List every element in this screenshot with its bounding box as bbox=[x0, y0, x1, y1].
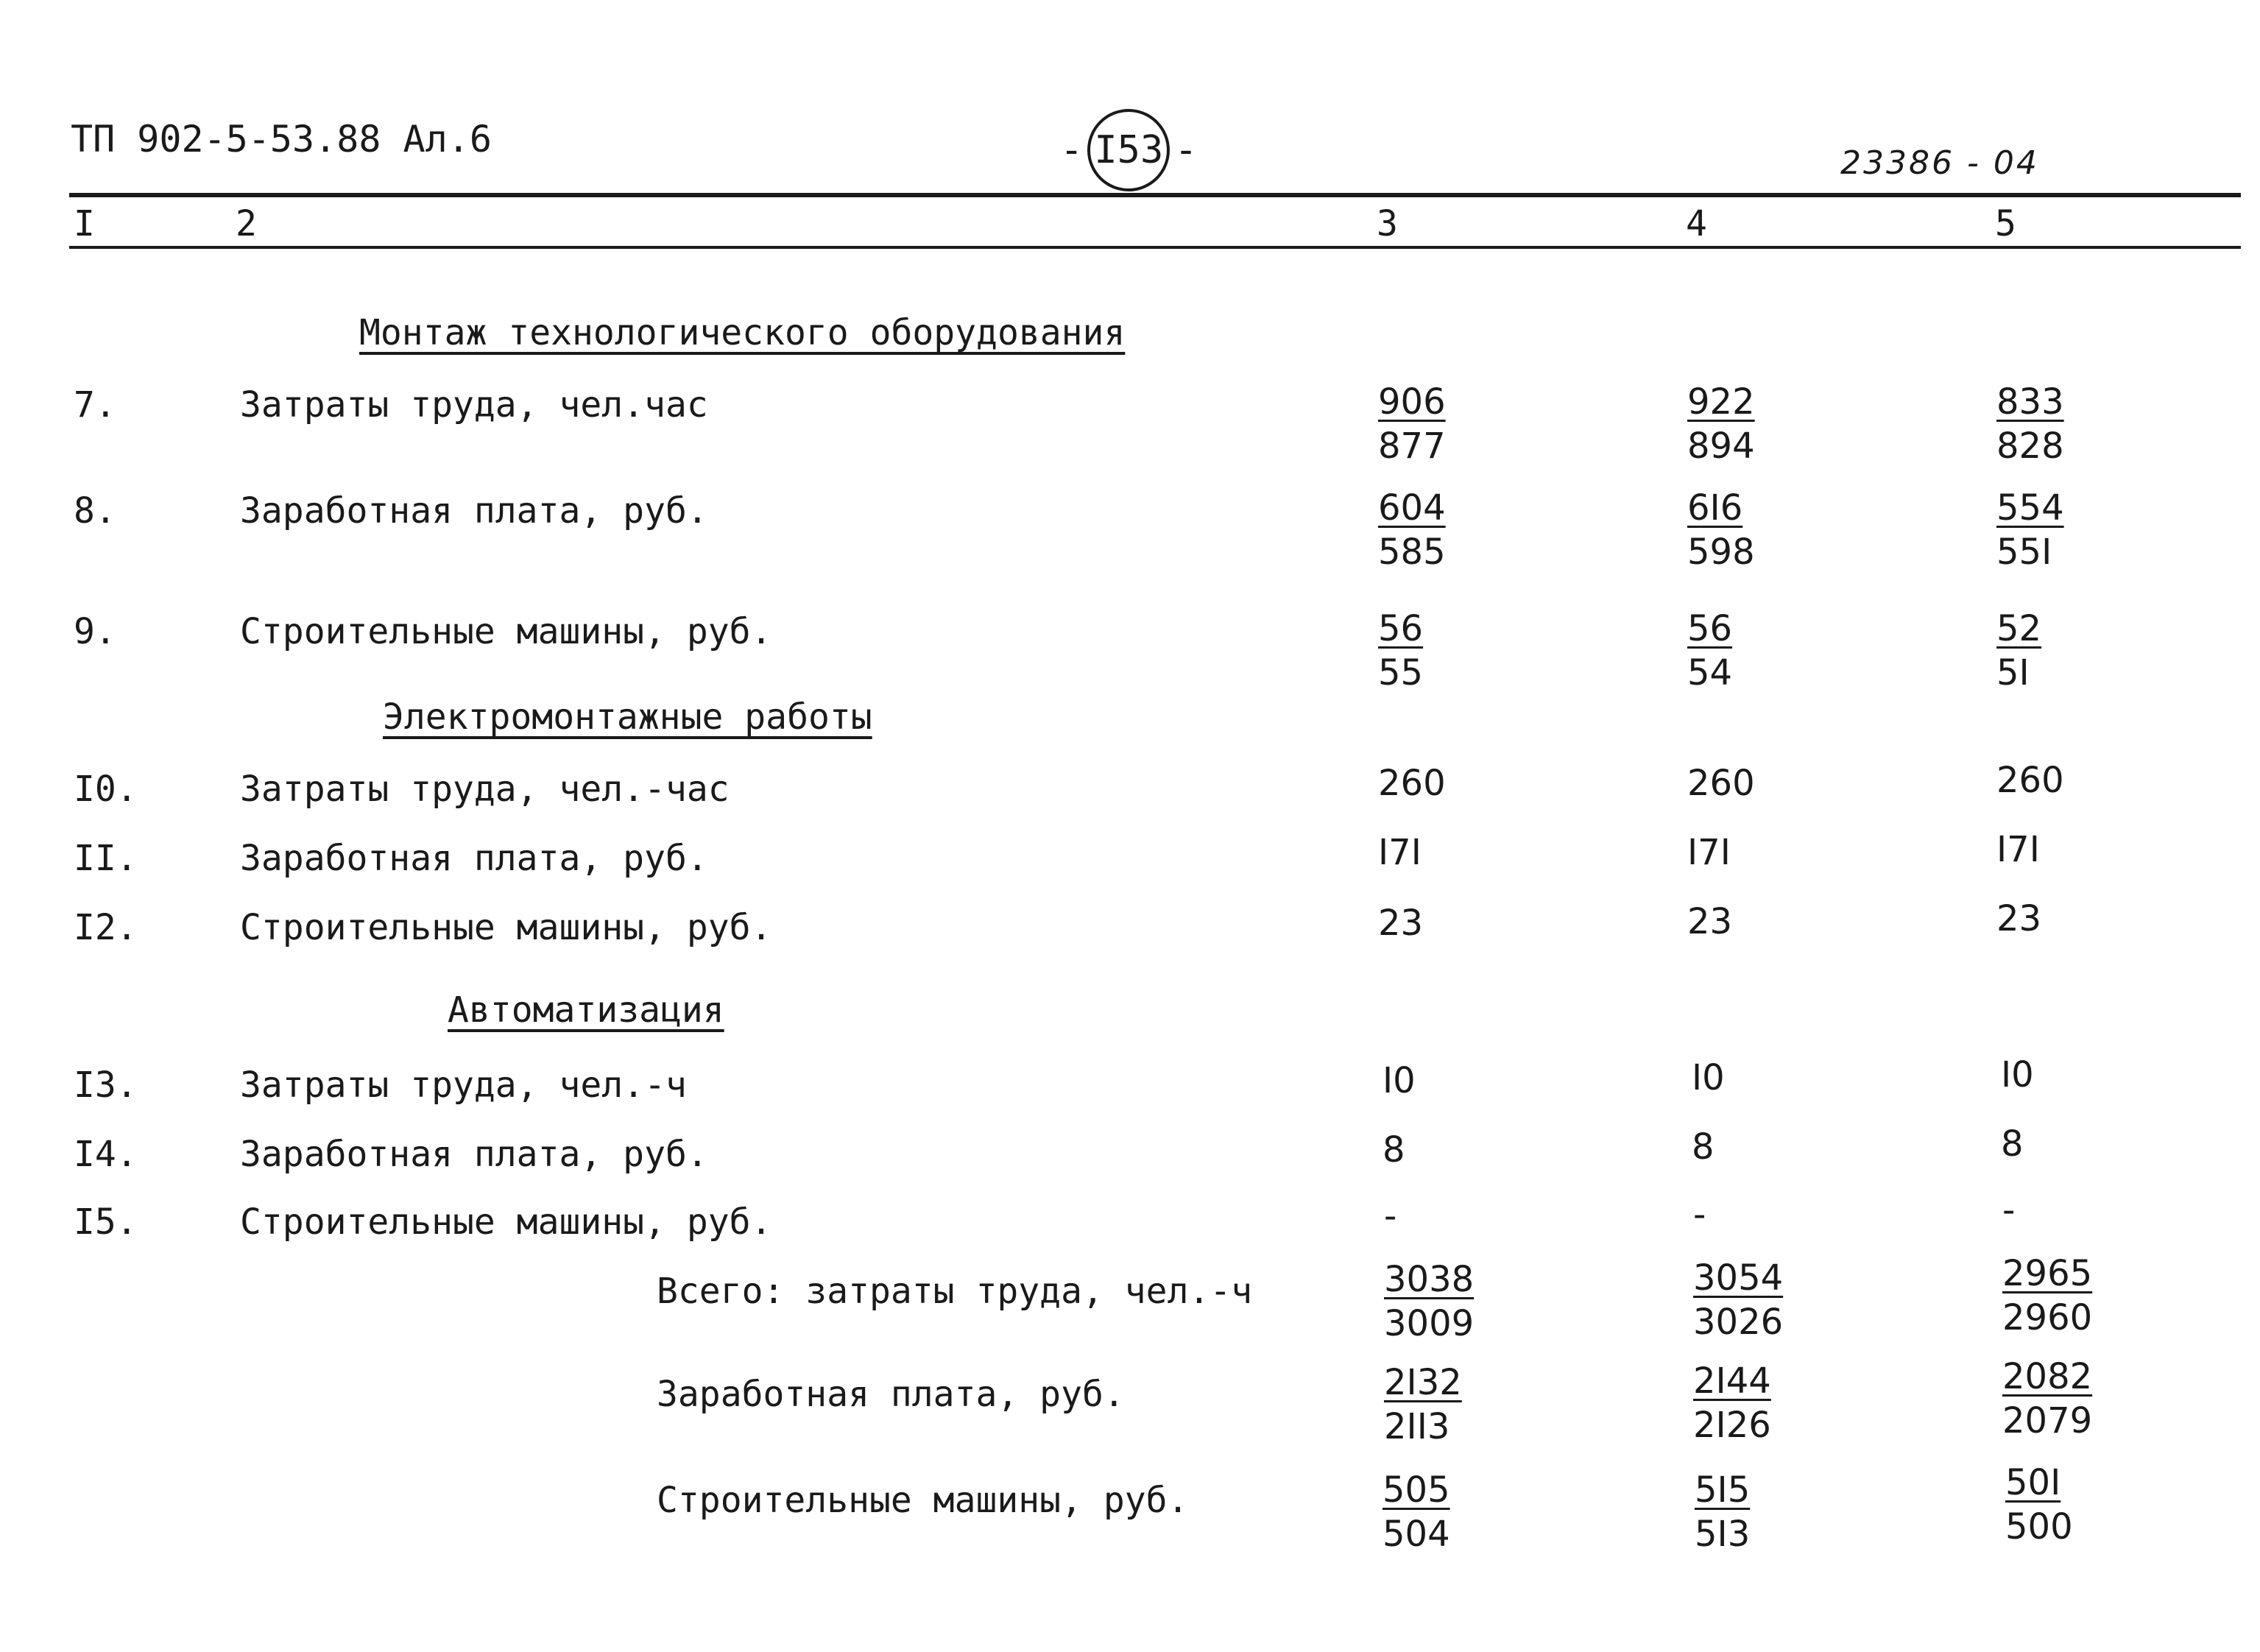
total-fraction: $\frac{2I32}{2II3}$ bbox=[1384, 1362, 1462, 1447]
row-number: I5. bbox=[74, 1201, 138, 1243]
value-cell: - bbox=[1384, 1196, 1397, 1237]
column-header-2: 2 bbox=[236, 203, 257, 244]
value-fraction: $\frac{906}{877}$ bbox=[1378, 381, 1446, 467]
section-title: Монтаж технологического оборудования bbox=[359, 312, 1126, 353]
value-fraction: $\frac{833}{828}$ bbox=[1996, 381, 2064, 467]
column-header-1: I bbox=[74, 203, 95, 244]
section-title: Автоматизация bbox=[448, 989, 724, 1031]
value-fraction: $\frac{6I6}{598}$ bbox=[1687, 487, 1755, 573]
row-label: Затраты труда, чел.-ч bbox=[240, 1065, 687, 1106]
row-number: 7. bbox=[74, 384, 116, 426]
row-number: I3. bbox=[74, 1065, 138, 1106]
total-fraction: $\frac{5I5}{5I3}$ bbox=[1695, 1469, 1751, 1555]
row-number: I0. bbox=[74, 769, 138, 810]
value-cell: 8 bbox=[1692, 1126, 1715, 1168]
row-number: 8. bbox=[74, 490, 116, 532]
value-cell: I0 bbox=[1692, 1057, 1725, 1098]
page-number: - I53 - bbox=[1060, 109, 1198, 191]
header-rule-bottom bbox=[69, 246, 2241, 249]
value-cell: I0 bbox=[2001, 1054, 2034, 1095]
value-cell: 260 bbox=[1687, 763, 1755, 804]
total-label: Всего: затраты труда, чел.-ч bbox=[657, 1271, 1253, 1312]
row-label: Затраты труда, чел.час bbox=[240, 384, 708, 426]
value-fraction: $\frac{604}{585}$ bbox=[1378, 487, 1446, 573]
header-rule-top bbox=[69, 193, 2241, 197]
column-header-4: 4 bbox=[1686, 203, 1707, 244]
row-label: Строительные машины, руб. bbox=[240, 611, 772, 652]
value-cell: I7I bbox=[1687, 832, 1731, 873]
value-cell: 23 bbox=[1687, 901, 1733, 942]
total-fraction: $\frac{2082}{2079}$ bbox=[2002, 1356, 2093, 1441]
total-fraction: $\frac{2I44}{2I26}$ bbox=[1693, 1360, 1771, 1446]
value-cell: 8 bbox=[2001, 1123, 2024, 1165]
value-cell: 8 bbox=[1383, 1129, 1405, 1171]
row-label: Заработная плата, руб. bbox=[240, 838, 708, 879]
value-fraction: $\frac{554}{55I}$ bbox=[1996, 487, 2064, 573]
row-number: 9. bbox=[74, 611, 116, 652]
column-header-3: 3 bbox=[1377, 203, 1398, 244]
row-label: Строительные машины, руб. bbox=[240, 907, 772, 948]
column-header-5: 5 bbox=[1995, 203, 2016, 244]
value-fraction: $\frac{922}{894}$ bbox=[1687, 381, 1755, 467]
value-cell: I0 bbox=[1383, 1060, 1416, 1101]
total-label: Строительные машины, руб. bbox=[657, 1480, 1189, 1521]
total-fraction: $\frac{50I}{500}$ bbox=[2005, 1462, 2073, 1547]
row-number: I2. bbox=[74, 907, 138, 948]
total-label: Заработная плата, руб. bbox=[657, 1374, 1125, 1415]
row-number: II. bbox=[74, 838, 138, 879]
row-number: I4. bbox=[74, 1134, 138, 1175]
value-cell: I7I bbox=[1378, 832, 1422, 873]
value-fraction: $\frac{52}{5I}$ bbox=[1996, 608, 2042, 693]
value-cell: I7I bbox=[1996, 829, 2040, 870]
document-number: 23386 - 04 bbox=[1840, 144, 2039, 182]
value-cell: 23 bbox=[1996, 898, 2042, 939]
section-title: Электромонтажные работы bbox=[383, 696, 872, 738]
total-fraction: $\frac{3054}{3026}$ bbox=[1693, 1257, 1784, 1343]
total-fraction: $\frac{505}{504}$ bbox=[1383, 1469, 1450, 1555]
value-cell: 260 bbox=[1378, 763, 1446, 804]
total-fraction: $\frac{2965}{2960}$ bbox=[2002, 1253, 2093, 1338]
row-label: Строительные машины, руб. bbox=[240, 1201, 772, 1243]
row-label: Заработная плата, руб. bbox=[240, 1134, 708, 1175]
value-fraction: $\frac{56}{54}$ bbox=[1687, 608, 1733, 693]
document-code: ТП 902-5-53.88 Ал.6 bbox=[71, 118, 492, 160]
value-fraction: $\frac{56}{55}$ bbox=[1378, 608, 1424, 693]
page-number-circle: I53 bbox=[1087, 109, 1170, 191]
total-fraction: $\frac{3038}{3009}$ bbox=[1384, 1259, 1475, 1344]
row-label: Заработная плата, руб. bbox=[240, 490, 708, 532]
value-cell: - bbox=[2002, 1190, 2016, 1231]
value-cell: 23 bbox=[1378, 903, 1424, 944]
row-label: Затраты труда, чел.-час bbox=[240, 769, 730, 810]
value-cell: 260 bbox=[1996, 760, 2064, 801]
value-cell: - bbox=[1693, 1194, 1706, 1235]
